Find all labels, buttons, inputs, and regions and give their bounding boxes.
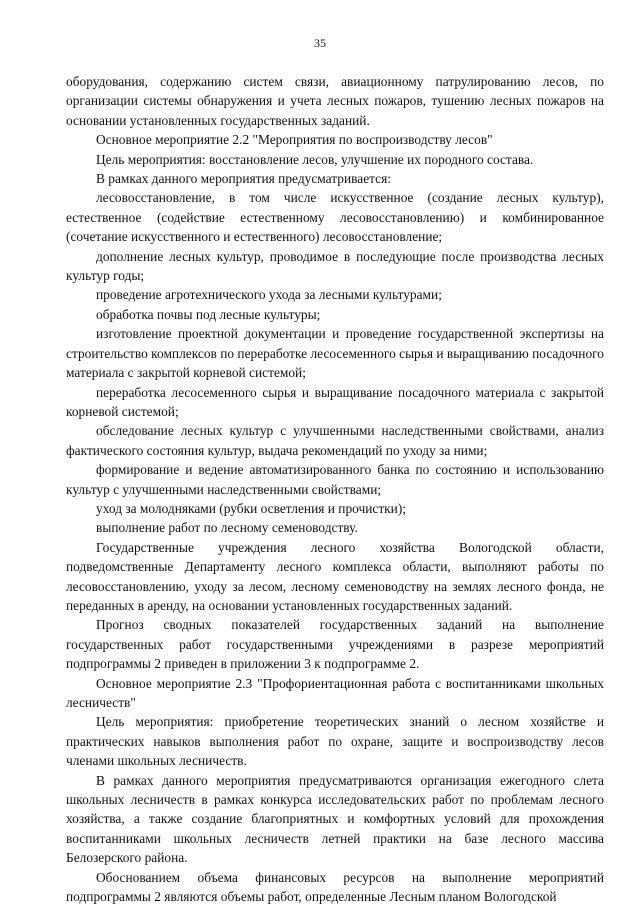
paragraph: Обоснованием объема финансовых ресурсов на выполнение мероприятий подпрограммы 2 являются объемы работ, определенные Лесным планом Вологодской <box>66 869 604 905</box>
list-item: формирование и ведение автоматизированного банка по состоянию и использованию культур с улучшенными наследственными свойствами; <box>66 462 604 497</box>
paragraph: Прогноз сводных показателей государственных заданий на выполнение государственных работ государственными учреждениями в разрезе мероприятий подпрограммы 2 приведен в приложении 3 к подпрограмме 2. <box>66 617 604 672</box>
list-item: лесовосстановление, в том числе искусственное (создание лесных культур), естественное (содействие естественному лесовосстановлению) и комбинированное (сочетание искусственного и естественного) лесовосстановление; <box>66 190 604 245</box>
paragraph: В рамках данного мероприятия предусматриваются организация ежегодного слета школьных лесничеств в рамках конкурса исследовательских работ по проблемам лесного хозяйства, а также создание благоприятных и комфортных условий для прохождения воспитанниками школьных лесничеств летней практики на базе лесного массива Белозерского района. <box>66 772 604 866</box>
list-item: обследование лесных культур с улучшенными наследственными свойствами, анализ фактического состояния культур, выдача рекомендаций по уходу за ними; <box>66 423 604 458</box>
section-heading-2-3: Основное мероприятие 2.3 "Профориентационная работа с воспитанниками школьных лесничеств" <box>66 675 604 710</box>
list-item: переработка лесосеменного сырья и выращивание посадочного материала с закрытой корневой системой; <box>66 384 604 419</box>
section-heading-2-2: Основное мероприятие 2.2 "Мероприятия по воспроизводству лесов" <box>96 132 493 148</box>
list-item: обработка почвы под лесные культуры; <box>96 306 321 322</box>
text-body <box>66 72 604 906</box>
list-item: дополнение лесных культур, проводимое в последующие после производства лесных культур годы; <box>66 248 604 284</box>
paragraph: Государственные учреждения лесного хозяйства Вологодской области, подведомственные Департаменту лесного комплекса области, выполняют работы по лесовосстановлению, уходу за лесом, лесному семеноводству на землях лесного фонда, не переданных в аренду, на основании установленных государственных заданий. <box>66 539 604 613</box>
page-number: 35 <box>314 36 326 50</box>
paragraph: В рамках данного мероприятия предусматривается: <box>96 171 391 187</box>
paragraph-continuation: оборудования, содержанию систем связи, авиационному патрулированию лесов, по организации системы обнаружения и учета лесных пожаров, тушению лесных пожаров на основании установленных государственных заданий. <box>66 74 604 128</box>
paragraph: Цель мероприятия: восстановление лесов, улучшение их породного состава. <box>96 151 534 167</box>
list-item: проведение агротехнического ухода за лесными культурами; <box>96 287 442 303</box>
list-item: изготовление проектной документации и проведение государственной экспертизы на строительство комплексов по переработке лесосеменного сырья и выращиванию посадочного материала с закрытой корневой системой; <box>66 326 604 381</box>
paragraph: Цель мероприятия: приобретение теоретических знаний о лесном хозяйстве и практических навыков выполнения работ по охране, защите и воспроизводству лесов членами школьных лесничеств. <box>66 714 604 769</box>
list-item: уход за молодняками (рубки осветления и прочистки); <box>96 500 407 516</box>
list-item: выполнение работ по лесному семеноводству. <box>96 520 358 536</box>
